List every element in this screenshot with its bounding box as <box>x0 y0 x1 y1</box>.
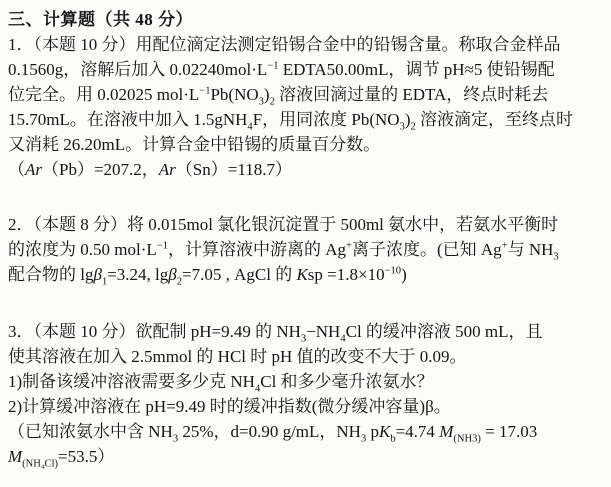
q1-line-3: 位完全。用 0.02025 $mol\cdot L^{-1}Pb(NO_3)_2$ 溶液回滴过量的 EDTA，终点时耗去 <box>8 85 549 107</box>
q3-line-3: 1)制备该缓冲溶液需要多少克 $NH_4Cl$ 和多少毫升浓氨水？ <box>8 372 434 394</box>
question-1 <box>8 32 605 182</box>
q3-line-1: 3．（本题 10 分）欲配制 pH=9.49 的 $NH_3-NH_4Cl$ 的缓冲溶液 500 mL，且 <box>8 322 543 344</box>
section-header: 三、计算题（共 48 分） <box>8 10 193 29</box>
q2-line-2: 的浓度为 0.50 $mol\cdot L^{-1}$，计算溶液中游离的 Ag+离子浓度。(已知 Ag+与 $NH_3$ <box>8 240 559 262</box>
q1-line-5: 又消耗 26.20mL。计算合金中铅锡的质量百分数。 <box>8 135 381 154</box>
q2-line-3: 配合物的 lgβ$_1$=3.24, lgβ$_2$=7.05 , AgCl 的 Ksp $=1.8\times 10^{-10}$) <box>8 265 407 287</box>
q2-line-1: 2．（本题 8 分）将 0.015mol 氯化银沉淀置于 500ml 氨水中，若氨水平衡时 <box>8 215 559 234</box>
q3-line-5: （已知浓氨水中含 $NH_3$ 25%，d=0.90 g/mL，$NH_3$ $pK_b=4.74$ $M_{(NH3)} = 17.03$ <box>8 422 538 444</box>
question-2 <box>8 212 605 287</box>
q3-line-2: 使其溶液在加入 2.5mmol 的 HCl 时 pH 值的改变不大于 0.09。 <box>8 347 467 366</box>
q1-line-1: 1．（本题 10 分）用配位滴定法测定铅锡合金中的铅锡含量。称取合金样品 <box>8 35 561 54</box>
q1-line-6: （Ar（Pb）=207.2，Ar（Sn）=118.7） <box>8 160 292 179</box>
q3-line-6: $M_{(NH_4Cl)}=53.5$） <box>8 447 115 469</box>
question-3 <box>8 319 605 469</box>
q1-line-2: 0.1560g，溶解后加入 $0.02240mol\cdot L^{-1}$ EDTA50.00mL，调节 pH≈5 使铅锡配 <box>8 60 555 79</box>
q1-line-4: 15.70mL。在溶液中加入 1.5gNH$_4$F，用同浓度 $Pb(NO_3)_2$ 溶液滴定，至终点时 <box>8 110 574 132</box>
q3-line-4: 2)计算缓冲溶液在 pH=9.49 时的缓冲指数(微分缓冲容量)β。 <box>8 397 451 416</box>
